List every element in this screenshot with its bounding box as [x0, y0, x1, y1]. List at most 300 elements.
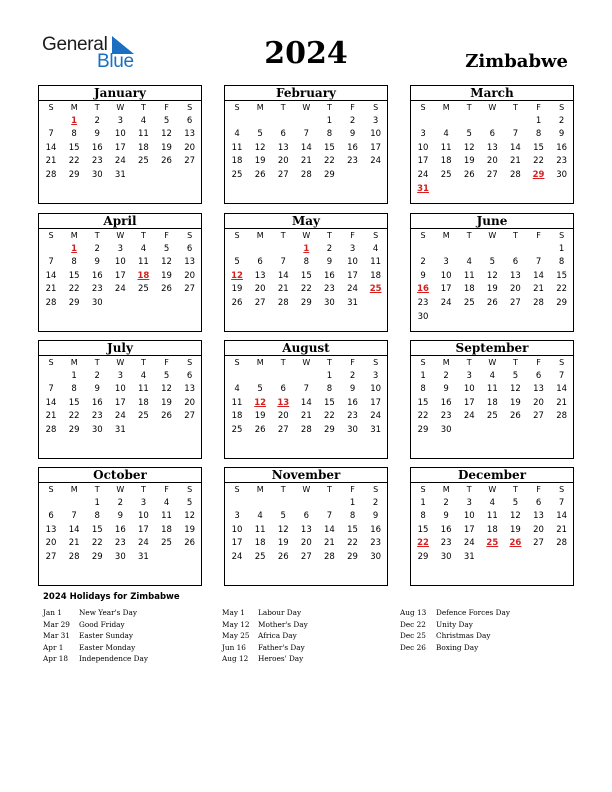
day-cell: 1 — [94, 497, 100, 508]
day-cell: 14 — [510, 142, 521, 153]
day-cell: 7 — [71, 511, 77, 522]
day-cell: 3 — [349, 243, 356, 254]
weekday-header: S — [234, 231, 240, 240]
day-cell: 19 — [254, 411, 266, 422]
weekday-header: T — [94, 485, 100, 494]
day-cell: 26 — [463, 169, 475, 180]
day-cell: 21 — [300, 156, 312, 167]
day-cell: 21 — [45, 411, 57, 422]
day-cell: 23 — [91, 411, 103, 422]
day-cell: 18 — [254, 538, 266, 549]
day-cell: 18 — [137, 270, 150, 281]
day-cell: 3 — [117, 115, 124, 126]
weekday-header: S — [420, 358, 426, 367]
day-cell: 11 — [138, 129, 149, 140]
day-cell: 16 — [91, 270, 103, 281]
day-cell: 14 — [556, 511, 568, 522]
day-cell: 9 — [117, 511, 124, 522]
holiday-date: May 12 — [222, 619, 250, 629]
day-cell: 8 — [71, 384, 77, 395]
day-cell: 4 — [372, 243, 379, 254]
day-cell: 8 — [420, 511, 426, 522]
month-title: January — [39, 86, 201, 101]
weekday-header: T — [466, 231, 472, 240]
day-cell: 13 — [184, 384, 196, 395]
day-cell: 8 — [558, 257, 565, 268]
day-cell: 1 — [349, 497, 356, 508]
day-cell: 25 — [138, 284, 149, 295]
day-cell: 24 — [463, 538, 475, 549]
day-cell: 11 — [138, 384, 149, 395]
weekday-header: F — [536, 103, 541, 112]
weekday-header: W — [302, 231, 311, 240]
holiday-name: Easter Monday — [79, 642, 136, 652]
weekday-header: T — [326, 231, 332, 240]
day-cell: 15 — [417, 524, 429, 535]
weekday-header: M — [70, 231, 78, 240]
day-cell: 1 — [420, 370, 426, 381]
holiday-date: May 1 — [222, 608, 245, 617]
day-cell: 18 — [138, 142, 149, 153]
weekday-header: T — [512, 231, 518, 240]
day-cell: 7 — [48, 384, 54, 395]
day-cell: 5 — [234, 257, 240, 268]
day-cell: 31 — [138, 551, 149, 562]
weekday-header: M — [256, 103, 264, 112]
weekday-header: W — [302, 103, 311, 112]
day-cell: 7 — [512, 129, 519, 140]
day-cell: 30 — [370, 551, 382, 562]
holiday-name: Labour Day — [258, 608, 302, 617]
day-cell: 31 — [463, 551, 475, 562]
day-cell: 7 — [48, 129, 54, 140]
day-cell: 9 — [443, 384, 449, 395]
day-cell: 17 — [231, 538, 243, 549]
day-cell: 15 — [91, 524, 103, 535]
holiday-date: Jun 16 — [222, 642, 246, 652]
day-cell: 30 — [417, 311, 429, 322]
day-cell: 5 — [257, 129, 263, 140]
day-cell: 26 — [254, 169, 266, 180]
day-cell: 9 — [420, 270, 426, 281]
weekday-header: T — [140, 358, 146, 367]
day-cell: 9 — [443, 511, 449, 522]
weekday-header: T — [326, 358, 332, 367]
weekday-header: S — [420, 103, 426, 112]
day-cell: 4 — [443, 129, 449, 140]
day-cell: 26 — [231, 297, 243, 308]
day-cell: 24 — [114, 156, 126, 167]
day-cell: 2 — [326, 243, 333, 254]
day-cell: 11 — [231, 142, 243, 153]
day-cell: 10 — [231, 524, 243, 535]
day-cell: 21 — [556, 397, 568, 408]
day-cell: 18 — [138, 397, 149, 408]
day-cell: 20 — [533, 524, 544, 535]
day-cell: 29 — [417, 551, 429, 562]
day-cell: 22 — [324, 411, 335, 422]
day-cell: 5 — [163, 243, 170, 254]
day-cell: 18 — [370, 270, 382, 281]
month-title: March — [411, 86, 573, 101]
day-cell: 17 — [114, 270, 126, 281]
day-cell: 17 — [417, 156, 429, 167]
day-cell: 18 — [161, 524, 172, 535]
day-cell: 27 — [486, 169, 498, 180]
day-cell: 1 — [558, 243, 565, 254]
day-cell: 23 — [417, 297, 429, 308]
holiday-name: Defence Forces Day — [436, 608, 510, 617]
month-december — [410, 467, 574, 586]
month-august — [224, 340, 388, 459]
day-cell: 2 — [443, 370, 449, 381]
day-cell: 7 — [558, 370, 565, 381]
day-cell: 17 — [370, 142, 382, 153]
day-cell: 22 — [417, 538, 429, 549]
logo-text-blue: Blue — [97, 51, 134, 72]
weekday-header: S — [48, 485, 54, 494]
day-cell: 2 — [443, 497, 449, 508]
day-cell: 1 — [71, 115, 78, 126]
day-cell: 27 — [510, 297, 521, 308]
weekday-header: M — [256, 358, 264, 367]
day-cell: 7 — [558, 497, 565, 508]
weekday-header: S — [187, 358, 193, 367]
weekday-header: S — [420, 485, 426, 494]
weekday-header: F — [350, 231, 355, 240]
day-cell: 21 — [45, 156, 57, 167]
day-cell: 12 — [161, 257, 172, 268]
day-cell: 30 — [114, 551, 126, 562]
day-cell: 12 — [254, 397, 267, 408]
day-cell: 2 — [94, 115, 100, 126]
day-cell: 19 — [161, 397, 172, 408]
day-cell: 24 — [370, 411, 382, 422]
month-june — [410, 213, 574, 332]
day-cell: 4 — [489, 497, 496, 508]
day-cell: 20 — [277, 156, 289, 167]
weekday-header: T — [512, 358, 518, 367]
weekday-header: M — [442, 485, 450, 494]
day-cell: 9 — [94, 129, 100, 140]
day-cell: 21 — [300, 411, 312, 422]
day-cell: 20 — [510, 284, 521, 295]
day-cell: 20 — [486, 156, 498, 167]
day-cell: 29 — [532, 169, 545, 180]
day-cell: 10 — [347, 257, 358, 268]
day-cell: 31 — [347, 297, 358, 308]
day-cell: 4 — [140, 115, 147, 126]
day-cell: 4 — [140, 370, 147, 381]
day-cell: 10 — [463, 384, 475, 395]
day-cell: 25 — [138, 156, 149, 167]
month-february — [224, 85, 388, 204]
day-cell: 30 — [91, 169, 103, 180]
day-cell: 15 — [68, 270, 80, 281]
weekday-header: S — [373, 103, 379, 112]
day-cell: 9 — [94, 384, 100, 395]
day-cell: 16 — [556, 142, 568, 153]
day-cell: 10 — [114, 257, 126, 268]
day-cell: 1 — [326, 115, 333, 126]
day-cell: 10 — [114, 129, 126, 140]
day-cell: 3 — [466, 497, 472, 508]
day-cell: 15 — [68, 142, 80, 153]
day-cell: 7 — [303, 129, 310, 140]
day-cell: 7 — [535, 257, 542, 268]
day-cell: 7 — [280, 257, 286, 268]
day-cell: 6 — [512, 257, 519, 268]
day-cell: 26 — [161, 284, 172, 295]
day-cell: 3 — [466, 370, 472, 381]
weekday-header: F — [536, 485, 541, 494]
day-cell: 20 — [184, 142, 196, 153]
day-cell: 18 — [486, 524, 498, 535]
weekday-header: M — [70, 103, 78, 112]
day-cell: 15 — [556, 270, 568, 281]
day-cell: 10 — [417, 142, 429, 153]
day-cell: 23 — [347, 156, 358, 167]
day-cell: 28 — [45, 169, 57, 180]
day-cell: 13 — [300, 524, 312, 535]
day-cell: 20 — [184, 270, 196, 281]
month-title: December — [411, 468, 573, 483]
country-title: Zimbabwe — [465, 51, 568, 72]
day-cell: 5 — [489, 257, 496, 268]
day-cell: 13 — [277, 397, 290, 408]
month-title: April — [39, 214, 201, 229]
day-cell: 18 — [463, 284, 475, 295]
day-cell: 9 — [326, 257, 333, 268]
month-may — [224, 213, 388, 332]
day-cell: 11 — [161, 511, 172, 522]
weekday-header: M — [256, 231, 264, 240]
holiday-date: Mar 31 — [43, 631, 70, 640]
day-cell: 14 — [68, 524, 80, 535]
day-cell: 26 — [510, 411, 521, 422]
weekday-header: T — [326, 103, 332, 112]
day-cell: 13 — [45, 524, 57, 535]
weekday-header: F — [164, 103, 169, 112]
day-cell: 28 — [45, 297, 57, 308]
day-cell: 5 — [280, 511, 286, 522]
weekday-header: S — [234, 485, 240, 494]
weekday-header: S — [187, 485, 193, 494]
day-cell: 13 — [277, 142, 289, 153]
holidays-title: 2024 Holidays for Zimbabwe — [43, 592, 180, 602]
weekday-header: F — [536, 358, 541, 367]
day-cell: 22 — [533, 156, 544, 167]
weekday-header: S — [187, 103, 193, 112]
month-september — [410, 340, 574, 459]
day-cell: 13 — [184, 129, 196, 140]
day-cell: 10 — [370, 384, 382, 395]
day-cell: 2 — [117, 497, 124, 508]
day-cell: 25 — [369, 284, 382, 295]
day-cell: 28 — [300, 424, 312, 435]
day-cell: 19 — [161, 142, 172, 153]
day-cell: 10 — [138, 511, 149, 522]
day-cell: 22 — [300, 284, 312, 295]
day-cell: 1 — [71, 243, 78, 254]
month-title: July — [39, 341, 201, 356]
weekday-header: S — [373, 358, 379, 367]
day-cell: 5 — [512, 497, 519, 508]
day-cell: 7 — [326, 511, 333, 522]
day-cell: 20 — [184, 397, 196, 408]
day-cell: 14 — [300, 397, 312, 408]
day-cell: 16 — [440, 397, 452, 408]
holiday-date: Apr 18 — [43, 654, 69, 663]
day-cell: 7 — [303, 384, 310, 395]
day-cell: 8 — [71, 129, 77, 140]
day-cell: 13 — [510, 270, 521, 281]
day-cell: 14 — [533, 270, 544, 281]
weekday-header: W — [302, 358, 311, 367]
day-cell: 29 — [417, 424, 429, 435]
weekday-header: S — [420, 231, 426, 240]
day-cell: 9 — [94, 257, 100, 268]
day-cell: 5 — [512, 370, 519, 381]
day-cell: 23 — [347, 411, 358, 422]
day-cell: 19 — [510, 524, 521, 535]
day-cell: 25 — [138, 411, 149, 422]
holiday-name: Father's Day — [258, 642, 305, 652]
holiday-date: Dec 22 — [400, 619, 426, 629]
weekday-header: W — [116, 231, 125, 240]
day-cell: 21 — [556, 524, 568, 535]
day-cell: 3 — [372, 115, 379, 126]
month-january — [38, 85, 202, 204]
day-cell: 15 — [300, 270, 312, 281]
day-cell: 25 — [231, 169, 243, 180]
day-cell: 15 — [324, 397, 335, 408]
day-cell: 4 — [234, 129, 240, 140]
day-cell: 12 — [277, 524, 289, 535]
weekday-header: F — [350, 103, 355, 112]
day-cell: 24 — [347, 284, 358, 295]
day-cell: 9 — [349, 384, 356, 395]
day-cell: 12 — [161, 384, 172, 395]
day-cell: 13 — [533, 384, 544, 395]
weekday-header: T — [466, 103, 472, 112]
year-title: 2024 — [264, 36, 348, 71]
day-cell: 8 — [71, 257, 77, 268]
day-cell: 8 — [420, 384, 426, 395]
day-cell: 12 — [463, 142, 475, 153]
day-cell: 23 — [370, 538, 382, 549]
day-cell: 25 — [486, 411, 498, 422]
day-cell: 4 — [140, 243, 147, 254]
weekday-header: T — [140, 231, 146, 240]
weekday-header: M — [442, 358, 450, 367]
holiday-name: Africa Day — [258, 631, 297, 640]
month-october — [38, 467, 202, 586]
weekday-header: M — [442, 231, 450, 240]
day-cell: 20 — [254, 284, 266, 295]
day-cell: 4 — [163, 497, 170, 508]
day-cell: 9 — [558, 129, 565, 140]
day-cell: 27 — [300, 551, 312, 562]
holiday-date: Dec 25 — [400, 631, 426, 640]
day-cell: 23 — [556, 156, 568, 167]
day-cell: 24 — [114, 411, 126, 422]
weekday-header: M — [442, 103, 450, 112]
day-cell: 21 — [510, 156, 521, 167]
day-cell: 27 — [277, 424, 289, 435]
weekday-header: W — [302, 485, 311, 494]
weekday-header: M — [70, 485, 78, 494]
weekday-header: F — [350, 358, 355, 367]
day-cell: 26 — [486, 297, 498, 308]
day-cell: 11 — [440, 142, 452, 153]
day-cell: 29 — [68, 169, 80, 180]
weekday-header: W — [488, 358, 497, 367]
day-cell: 30 — [556, 169, 568, 180]
day-cell: 26 — [184, 538, 196, 549]
day-cell: 23 — [114, 538, 126, 549]
day-cell: 27 — [533, 411, 544, 422]
day-cell: 28 — [45, 424, 57, 435]
day-cell: 4 — [257, 511, 263, 522]
day-cell: 14 — [277, 270, 289, 281]
day-cell: 10 — [440, 270, 452, 281]
holiday-date: Mar 29 — [43, 619, 70, 629]
day-cell: 5 — [466, 129, 472, 140]
day-cell: 27 — [277, 169, 289, 180]
day-cell: 16 — [91, 142, 103, 153]
day-cell: 10 — [370, 129, 382, 140]
month-title: October — [39, 468, 201, 483]
day-cell: 29 — [68, 424, 80, 435]
day-cell: 3 — [234, 511, 240, 522]
day-cell: 3 — [117, 243, 124, 254]
month-title: February — [225, 86, 387, 101]
day-cell: 17 — [138, 524, 149, 535]
day-cell: 11 — [370, 257, 382, 268]
day-cell: 12 — [184, 511, 196, 522]
holiday-name: Unity Day — [436, 619, 473, 629]
day-cell: 17 — [440, 284, 452, 295]
day-cell: 25 — [440, 169, 452, 180]
day-cell: 31 — [114, 169, 126, 180]
day-cell: 4 — [489, 370, 496, 381]
day-cell: 3 — [372, 370, 379, 381]
day-cell: 8 — [303, 257, 310, 268]
day-cell: 22 — [417, 411, 429, 422]
weekday-header: T — [280, 103, 286, 112]
day-cell: 22 — [68, 411, 80, 422]
day-cell: 6 — [489, 129, 496, 140]
weekday-header: T — [94, 231, 100, 240]
day-cell: 2 — [372, 497, 379, 508]
day-cell: 25 — [486, 538, 499, 549]
day-cell: 23 — [91, 284, 103, 295]
weekday-header: T — [140, 103, 146, 112]
day-cell: 16 — [347, 397, 358, 408]
day-cell: 4 — [234, 384, 240, 395]
weekday-header: S — [559, 485, 565, 494]
day-cell: 24 — [138, 538, 149, 549]
day-cell: 19 — [486, 284, 498, 295]
weekday-header: T — [94, 103, 100, 112]
day-cell: 27 — [254, 297, 266, 308]
day-cell: 1 — [420, 497, 426, 508]
day-cell: 23 — [91, 156, 103, 167]
day-cell: 18 — [486, 397, 498, 408]
day-cell: 24 — [463, 411, 475, 422]
day-cell: 3 — [443, 257, 449, 268]
